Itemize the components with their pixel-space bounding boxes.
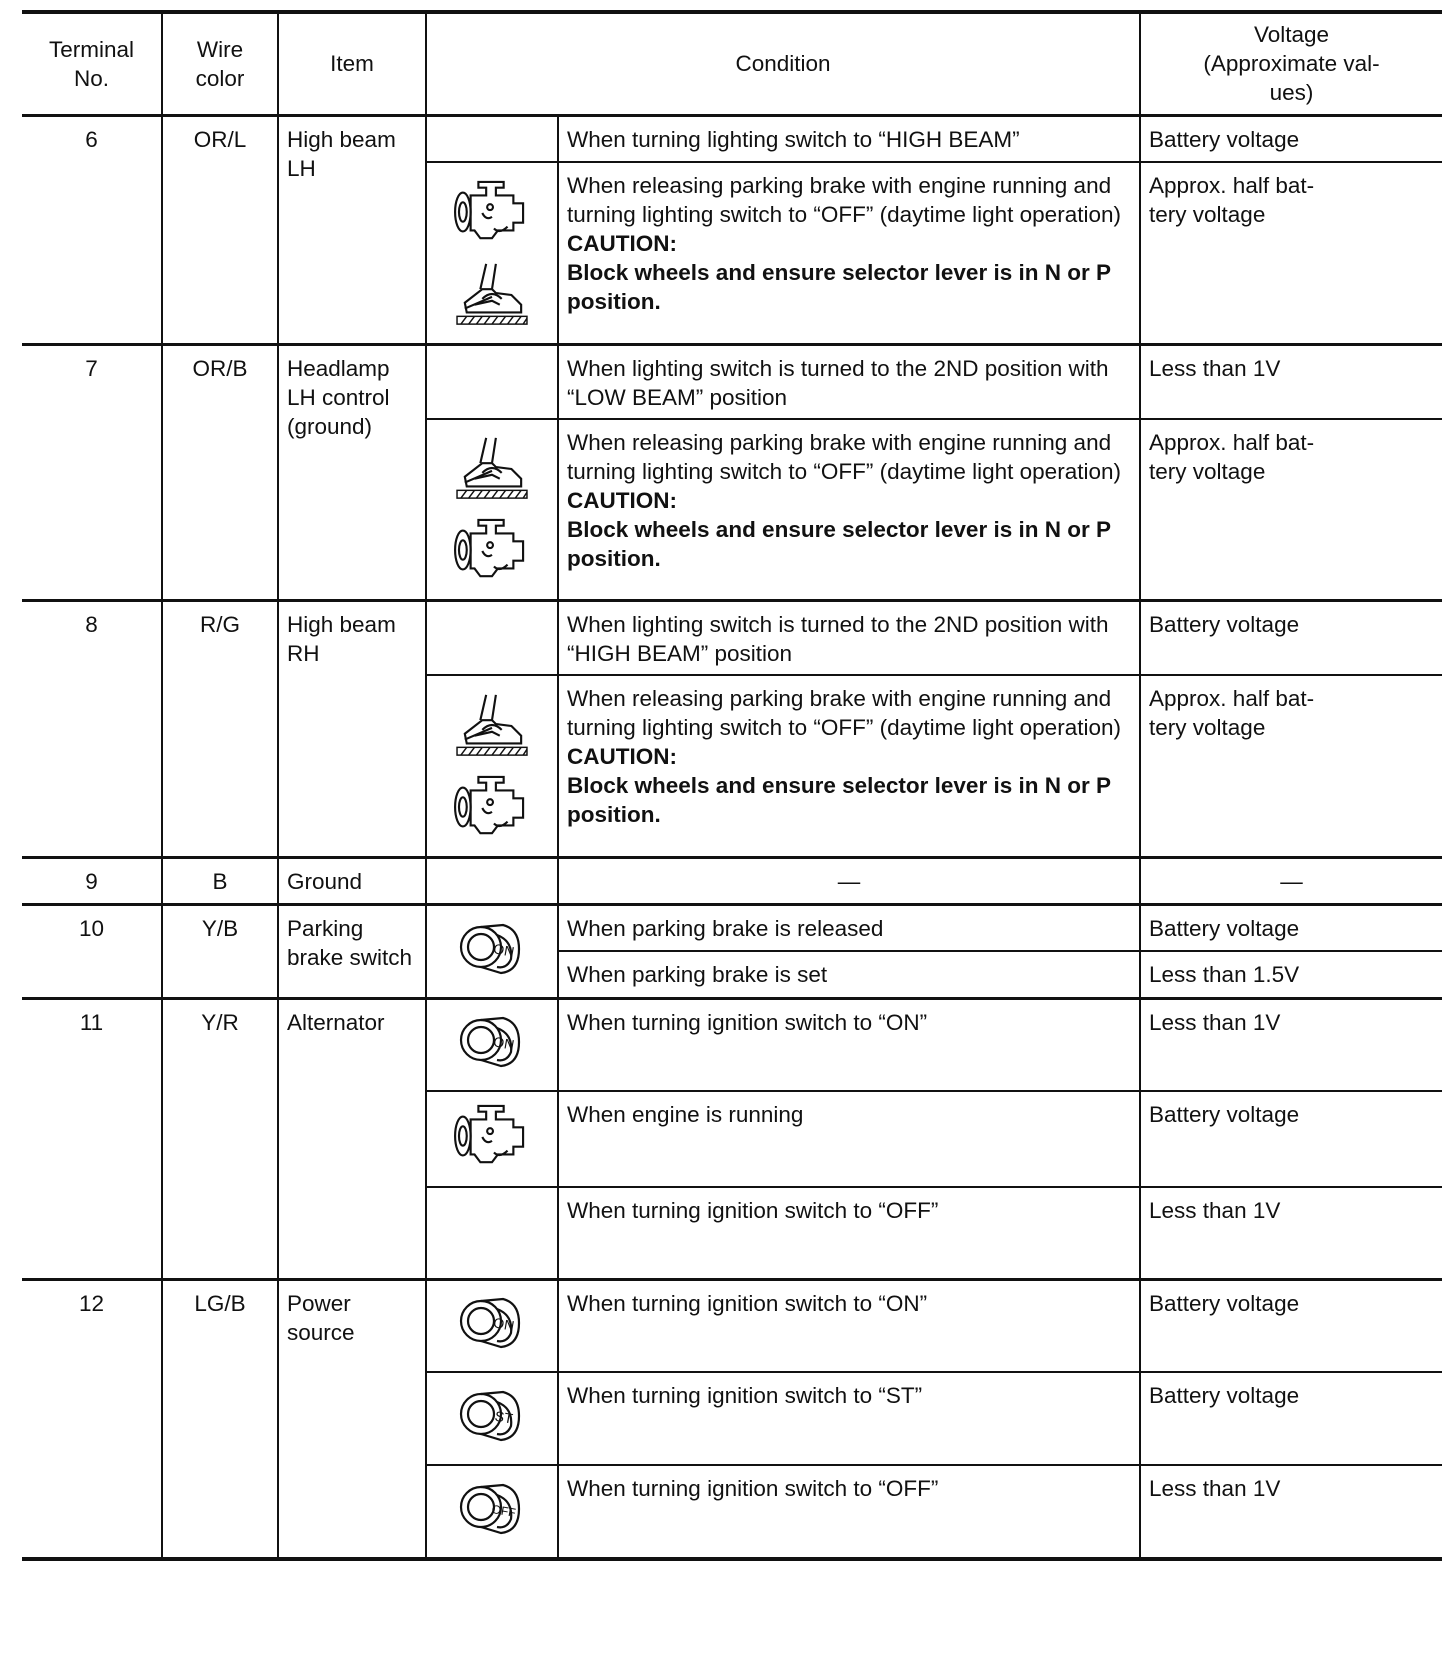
terminal-number: 11	[22, 998, 162, 1279]
key-position-label: ST	[493, 1407, 515, 1427]
voltage-value: Battery voltage	[1140, 1372, 1442, 1465]
engine-running-icon	[453, 178, 531, 246]
header-terminal: Terminal No.	[22, 12, 162, 115]
terminal-number: 12	[22, 1279, 162, 1559]
ignition-key-on-icon	[457, 913, 527, 983]
header-condition: Condition	[426, 12, 1140, 115]
condition-text: —	[558, 857, 1140, 904]
voltage-value: Battery voltage	[1140, 1279, 1442, 1372]
ignition-key-on-icon	[457, 1006, 527, 1076]
terminal-voltage-table	[22, 10, 1442, 1561]
voltage-value: Battery voltage	[1140, 904, 1442, 951]
condition-text: When releasing parking brake with engine running and turning lighting switch to “OFF” (daytime light operation) CAUTION: Block wheels and ensure selector lever is in N or P position.	[558, 419, 1140, 601]
ignition-key-start-icon	[457, 1380, 527, 1450]
caution-label: CAUTION:	[567, 744, 677, 769]
key-position-label: ON	[492, 1314, 516, 1335]
item-name: High beam LH	[278, 115, 426, 344]
condition-text: When turning ignition switch to “OFF”	[558, 1465, 1140, 1559]
icon-cell-empty	[426, 115, 558, 162]
parking-brake-release-icon	[453, 260, 531, 328]
icon-cell-empty	[426, 857, 558, 904]
condition-text: When lighting switch is turned to the 2ND position with “HIGH BEAM” position	[558, 601, 1140, 676]
voltage-value: Less than 1.5V	[1140, 951, 1442, 998]
condition-text: When turning ignition switch to “OFF”	[558, 1187, 1140, 1279]
icon-cell	[426, 904, 558, 998]
table-row	[22, 1279, 1442, 1372]
condition-text: When turning ignition switch to “ON”	[558, 998, 1140, 1091]
icon-cell	[426, 1465, 558, 1559]
voltage-value: Battery voltage	[1140, 601, 1442, 676]
caution-label: CAUTION:	[567, 231, 677, 256]
item-name: Alternator	[278, 998, 426, 1279]
voltage-value: Less than 1V	[1140, 344, 1442, 419]
wire-color: OR/L	[162, 115, 278, 344]
condition-text: When turning ignition switch to “ON”	[558, 1279, 1140, 1372]
parking-brake-release-icon	[453, 691, 531, 759]
engine-running-icon	[453, 773, 531, 841]
table-row	[22, 344, 1442, 419]
terminal-number: 8	[22, 601, 162, 858]
terminal-number: 6	[22, 115, 162, 344]
voltage-value: Less than 1V	[1140, 998, 1442, 1091]
terminal-number: 9	[22, 857, 162, 904]
item-name: Ground	[278, 857, 426, 904]
ignition-key-on-icon	[457, 1287, 527, 1357]
key-position-label: OFF	[490, 1502, 517, 1521]
condition-text: When parking brake is released	[558, 904, 1140, 951]
table-row	[22, 998, 1442, 1091]
item-name: High beam RH	[278, 601, 426, 858]
item-name: Power source	[278, 1279, 426, 1559]
voltage-value: —	[1140, 857, 1442, 904]
condition-text: When releasing parking brake with engine running and turning lighting switch to “OFF” (daytime light operation) CAUTION: Block wheels and ensure selector lever is in N or P position.	[558, 162, 1140, 344]
condition-text: When turning lighting switch to “HIGH BEAM”	[558, 115, 1140, 162]
wire-color: Y/R	[162, 998, 278, 1279]
table-row	[22, 904, 1442, 951]
voltage-value: Approx. half bat- tery voltage	[1140, 162, 1442, 344]
wire-color: R/G	[162, 601, 278, 858]
icon-cell	[426, 419, 558, 601]
ignition-key-off-icon	[457, 1473, 527, 1543]
terminal-number: 10	[22, 904, 162, 998]
table-row	[22, 115, 1442, 162]
item-name: Headlamp LH control (ground)	[278, 344, 426, 601]
item-name: Parking brake switch	[278, 904, 426, 998]
header-item: Item	[278, 12, 426, 115]
voltage-value: Battery voltage	[1140, 115, 1442, 162]
engine-running-icon	[453, 1102, 531, 1170]
voltage-value: Approx. half bat- tery voltage	[1140, 419, 1442, 601]
wire-color: LG/B	[162, 1279, 278, 1559]
condition-text: When parking brake is set	[558, 951, 1140, 998]
condition-text: When engine is running	[558, 1091, 1140, 1187]
caution-label: CAUTION:	[567, 487, 677, 513]
icon-cell-empty	[426, 601, 558, 676]
voltage-value: Approx. half bat- tery voltage	[1140, 675, 1442, 857]
condition-text: When lighting switch is turned to the 2ND position with “LOW BEAM” position	[558, 344, 1140, 419]
wire-color: B	[162, 857, 278, 904]
terminal-table-sheet	[22, 10, 1442, 1561]
terminal-number: 7	[22, 344, 162, 601]
icon-cell	[426, 1279, 558, 1372]
icon-cell	[426, 998, 558, 1091]
icon-cell	[426, 1372, 558, 1465]
table-row	[22, 857, 1442, 904]
header-voltage: Voltage (Approximate val- ues)	[1140, 12, 1442, 115]
icon-cell-empty	[426, 344, 558, 419]
icon-cell	[426, 675, 558, 857]
header-row	[22, 12, 1442, 115]
wire-color: Y/B	[162, 904, 278, 998]
parking-brake-release-icon	[453, 434, 531, 502]
condition-text: When releasing parking brake with engine running and turning lighting switch to “OFF” (daytime light operation) CAUTION: Block wheels and ensure selector lever is in N or P position.	[558, 675, 1140, 857]
voltage-value: Battery voltage	[1140, 1091, 1442, 1187]
wire-color: OR/B	[162, 344, 278, 601]
voltage-value: Less than 1V	[1140, 1187, 1442, 1279]
engine-running-icon	[453, 516, 531, 584]
voltage-value: Less than 1V	[1140, 1465, 1442, 1559]
key-position-label: ON	[492, 939, 516, 960]
table-row	[22, 601, 1442, 676]
icon-cell	[426, 162, 558, 344]
icon-cell-empty	[426, 1187, 558, 1279]
header-wire-color: Wire color	[162, 12, 278, 115]
key-position-label: ON	[492, 1033, 516, 1054]
icon-cell	[426, 1091, 558, 1187]
condition-text: When turning ignition switch to “ST”	[558, 1372, 1140, 1465]
